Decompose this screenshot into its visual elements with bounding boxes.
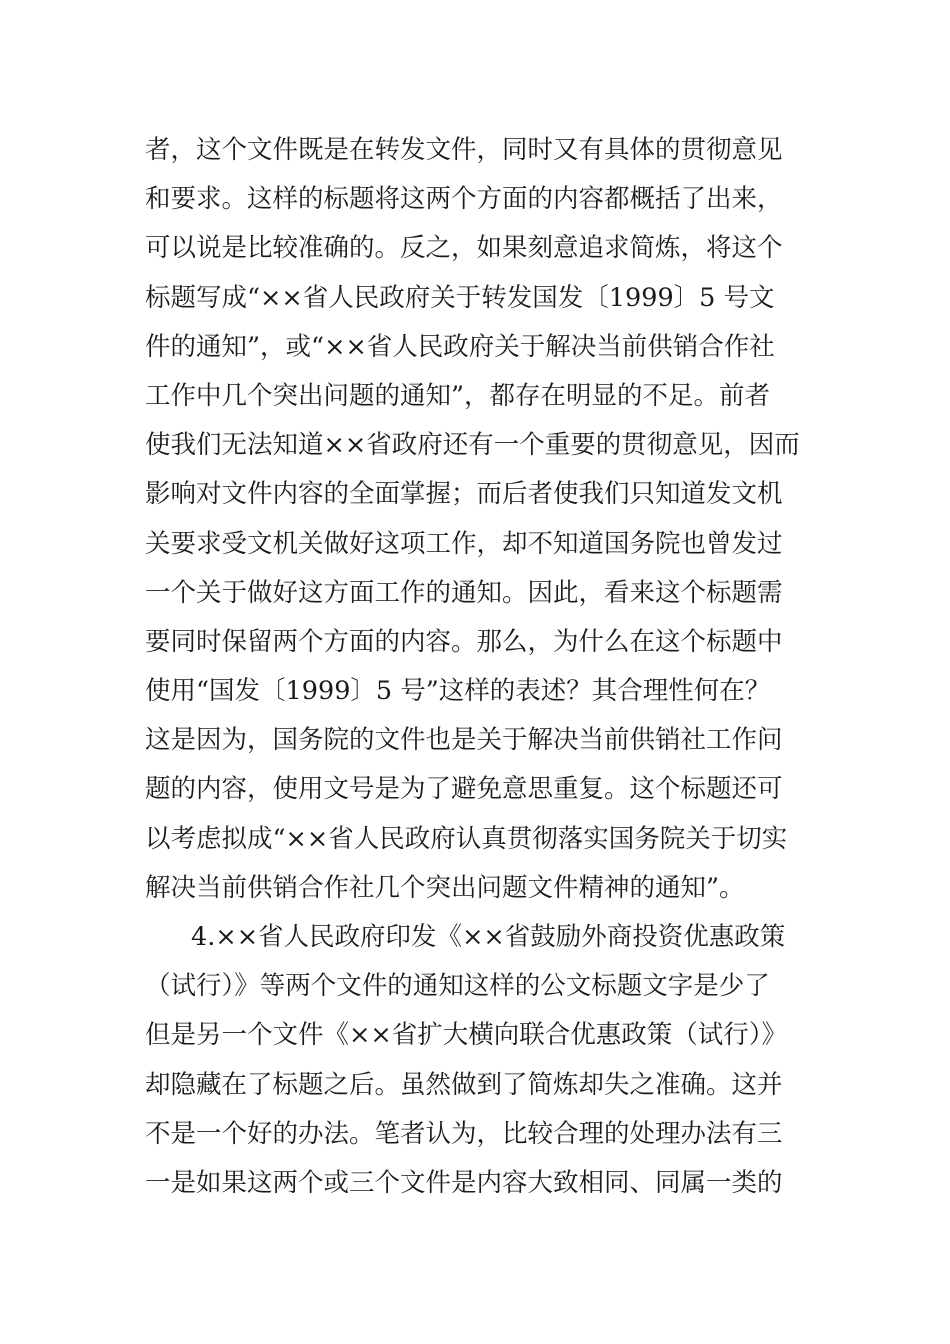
text-line: 影响对文件内容的全面掌握；而后者使我们只知道发文机 <box>145 479 783 510</box>
text-line: 这是因为，国务院的文件也是关于解决当前供销社工作问 <box>145 725 783 756</box>
body-text <box>145 126 815 1208</box>
text-line: 使我们无法知道××省政府还有一个重要的贯彻意见，因而 <box>145 430 800 461</box>
text-line: 可以说是比较准确的。反之，如果刻意追求简炼，将这个 <box>145 233 783 264</box>
text-line: 一是如果这两个或三个文件是内容大致相同、同属一类的 <box>145 1167 783 1198</box>
text-line: 和要求。这样的标题将这两个方面的内容都概括了出来， <box>145 184 783 215</box>
text-line: 以考虑拟成“××省人民政府认真贯彻落实国务院关于切实 <box>145 823 788 854</box>
text-line: 解决当前供销合作社几个突出问题文件精神的通知”。 <box>145 872 745 903</box>
text-line: 标题写成“××省人民政府关于转发国发〔1999〕5 号文 <box>145 282 775 313</box>
text-line: 工作中几个突出问题的通知”，都存在明显的不足。前者 <box>145 380 771 411</box>
text-line: 题的内容，使用文号是为了避免意思重复。这个标题还可 <box>145 774 783 805</box>
text-line: 但是另一个文件《××省扩大横向联合优惠政策（试行）》 <box>145 1020 787 1051</box>
text-line: 者，这个文件既是在转发文件，同时又有具体的贯彻意见 <box>145 135 783 165</box>
text-line: 件的通知”，或“××省人民政府关于解决当前供销合作社 <box>145 331 775 362</box>
text-line: 一个关于做好这方面工作的通知。因此，看来这个标题需 <box>145 577 783 608</box>
paragraph-start-line: 4.××省人民政府印发《××省鼓励外商投资优惠政策 <box>191 922 786 952</box>
text-line: 使用“国发〔1999〕5 号”这样的表述？其合理性何在？ <box>145 676 771 707</box>
text-line: 关要求受文机关做好这项工作，却不知道国务院也曾发过 <box>145 528 783 559</box>
text-line: （试行）》等两个文件的通知这样的公文标题文字是少了 <box>145 971 770 1002</box>
text-line: 却隐藏在了标题之后。虽然做到了简炼却失之准确。这并 <box>145 1069 783 1100</box>
text-line: 不是一个好的办法。笔者认为，比较合理的处理办法有三 <box>145 1118 783 1149</box>
text-line: 要同时保留两个方面的内容。那么，为什么在这个标题中 <box>145 626 783 657</box>
